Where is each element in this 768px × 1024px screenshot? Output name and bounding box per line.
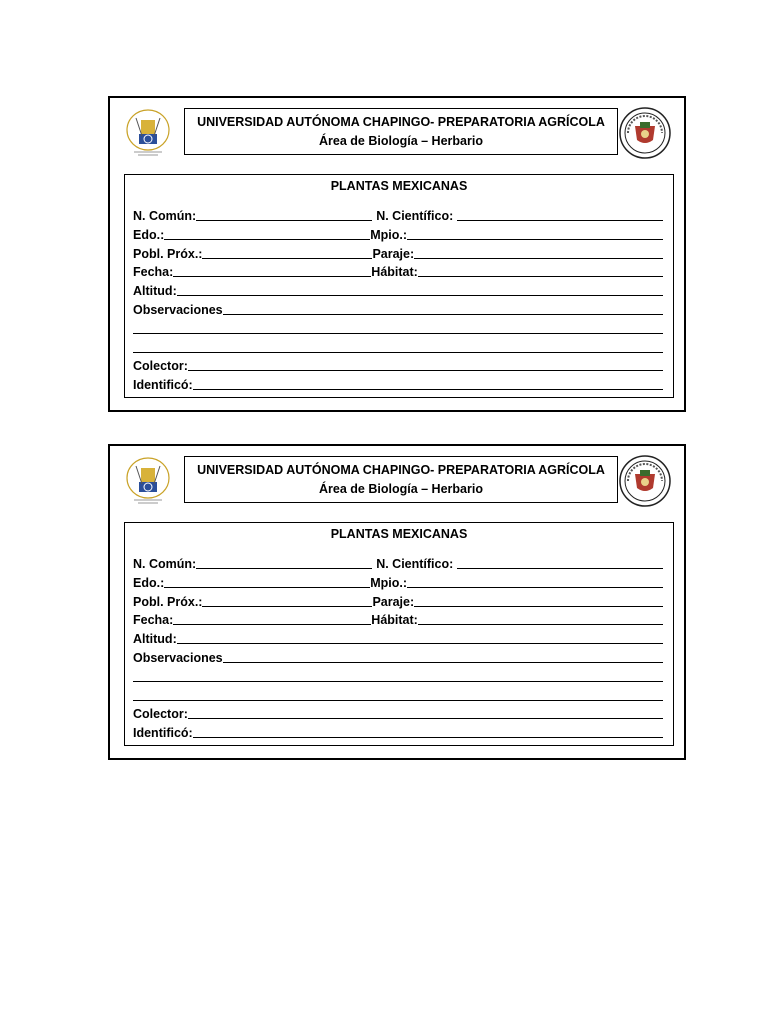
- row-collector: [133, 357, 663, 373]
- identified-by-field[interactable]: [193, 736, 663, 738]
- header-box: [184, 108, 618, 155]
- row-date: [133, 611, 663, 627]
- altitude-field[interactable]: [177, 642, 663, 644]
- common-name-field[interactable]: [196, 219, 372, 221]
- header-box: [184, 456, 618, 503]
- row-identified: [133, 376, 663, 392]
- habitat-field[interactable]: [418, 275, 663, 277]
- site-field[interactable]: [414, 257, 663, 259]
- row-altitude: [133, 630, 663, 646]
- scientific-name-field[interactable]: [457, 219, 663, 221]
- row-observations: [133, 649, 663, 665]
- state-field[interactable]: [164, 586, 370, 588]
- nearest-town-label: Pobl. Próx.:: [133, 247, 203, 261]
- observations-field[interactable]: [223, 661, 663, 663]
- row-collector: [133, 705, 663, 721]
- collector-field[interactable]: [188, 717, 663, 719]
- date-label: Fecha:: [133, 613, 174, 627]
- form-box: [124, 174, 674, 398]
- institution-name: UNIVERSIDAD AUTÓNOMA CHAPINGO- PREPARATORIA AGRÍCOLA: [197, 463, 605, 477]
- department-name: Área de Biología – Herbario: [319, 134, 483, 148]
- scientific-name-label: N. Científico:: [376, 557, 454, 571]
- row-altitude: [133, 282, 663, 298]
- row-town: [133, 245, 663, 261]
- habitat-label: Hábitat:: [371, 613, 418, 627]
- identified-by-field[interactable]: [193, 388, 663, 390]
- row-location: [133, 226, 663, 242]
- collector-label: Colector:: [133, 707, 188, 721]
- date-label: Fecha:: [133, 265, 174, 279]
- form-title: PLANTAS MEXICANAS: [330, 179, 468, 193]
- herbarium-label-card: [108, 444, 686, 760]
- scientific-name-label: N. Científico:: [376, 209, 454, 223]
- habitat-label: Hábitat:: [371, 265, 418, 279]
- observations-line[interactable]: [133, 680, 663, 682]
- nearest-town-field[interactable]: [202, 605, 372, 607]
- altitude-label: Altitud:: [133, 632, 177, 646]
- herbarium-label-card: [108, 96, 686, 412]
- preparatoria-seal-icon: [618, 106, 672, 160]
- nearest-town-label: Pobl. Próx.:: [133, 595, 203, 609]
- identified-by-label: Identificó:: [133, 378, 193, 392]
- common-name-label: N. Común:: [133, 557, 197, 571]
- scientific-name-field[interactable]: [457, 567, 663, 569]
- site-label: Paraje:: [372, 595, 415, 609]
- altitude-label: Altitud:: [133, 284, 177, 298]
- row-observations: [133, 301, 663, 317]
- preparatoria-seal-icon: [618, 454, 672, 508]
- row-observations-extra-2: [133, 687, 663, 703]
- date-field[interactable]: [173, 275, 371, 277]
- date-field[interactable]: [173, 623, 371, 625]
- observations-line[interactable]: [133, 699, 663, 701]
- nearest-town-field[interactable]: [202, 257, 372, 259]
- common-name-label: N. Común:: [133, 209, 197, 223]
- observations-label: Observaciones: [133, 651, 223, 665]
- state-label: Edo.:: [133, 228, 165, 242]
- row-names: [133, 207, 663, 223]
- department-name: Área de Biología – Herbario: [319, 482, 483, 496]
- row-observations-extra-1: [133, 668, 663, 684]
- municipality-field[interactable]: [407, 238, 663, 240]
- row-town: [133, 593, 663, 609]
- form-title: PLANTAS MEXICANAS: [330, 527, 468, 541]
- form-box: [124, 522, 674, 746]
- common-name-field[interactable]: [196, 567, 372, 569]
- row-location: [133, 574, 663, 590]
- state-label: Edo.:: [133, 576, 165, 590]
- university-crest-icon: [122, 454, 174, 506]
- site-field[interactable]: [414, 605, 663, 607]
- identified-by-label: Identificó:: [133, 726, 193, 740]
- row-identified: [133, 724, 663, 740]
- observations-label: Observaciones: [133, 303, 223, 317]
- institution-name: UNIVERSIDAD AUTÓNOMA CHAPINGO- PREPARATORIA AGRÍCOLA: [197, 115, 605, 129]
- observations-field[interactable]: [223, 313, 663, 315]
- row-observations-extra-2: [133, 339, 663, 355]
- state-field[interactable]: [164, 238, 370, 240]
- university-crest-icon: [122, 106, 174, 158]
- row-date: [133, 263, 663, 279]
- observations-line[interactable]: [133, 351, 663, 353]
- collector-label: Colector:: [133, 359, 188, 373]
- habitat-field[interactable]: [418, 623, 663, 625]
- observations-line[interactable]: [133, 332, 663, 334]
- municipality-field[interactable]: [407, 586, 663, 588]
- row-observations-extra-1: [133, 320, 663, 336]
- site-label: Paraje:: [372, 247, 415, 261]
- municipality-label: Mpio.:: [370, 228, 408, 242]
- collector-field[interactable]: [188, 369, 663, 371]
- altitude-field[interactable]: [177, 294, 663, 296]
- row-names: [133, 555, 663, 571]
- municipality-label: Mpio.:: [370, 576, 408, 590]
